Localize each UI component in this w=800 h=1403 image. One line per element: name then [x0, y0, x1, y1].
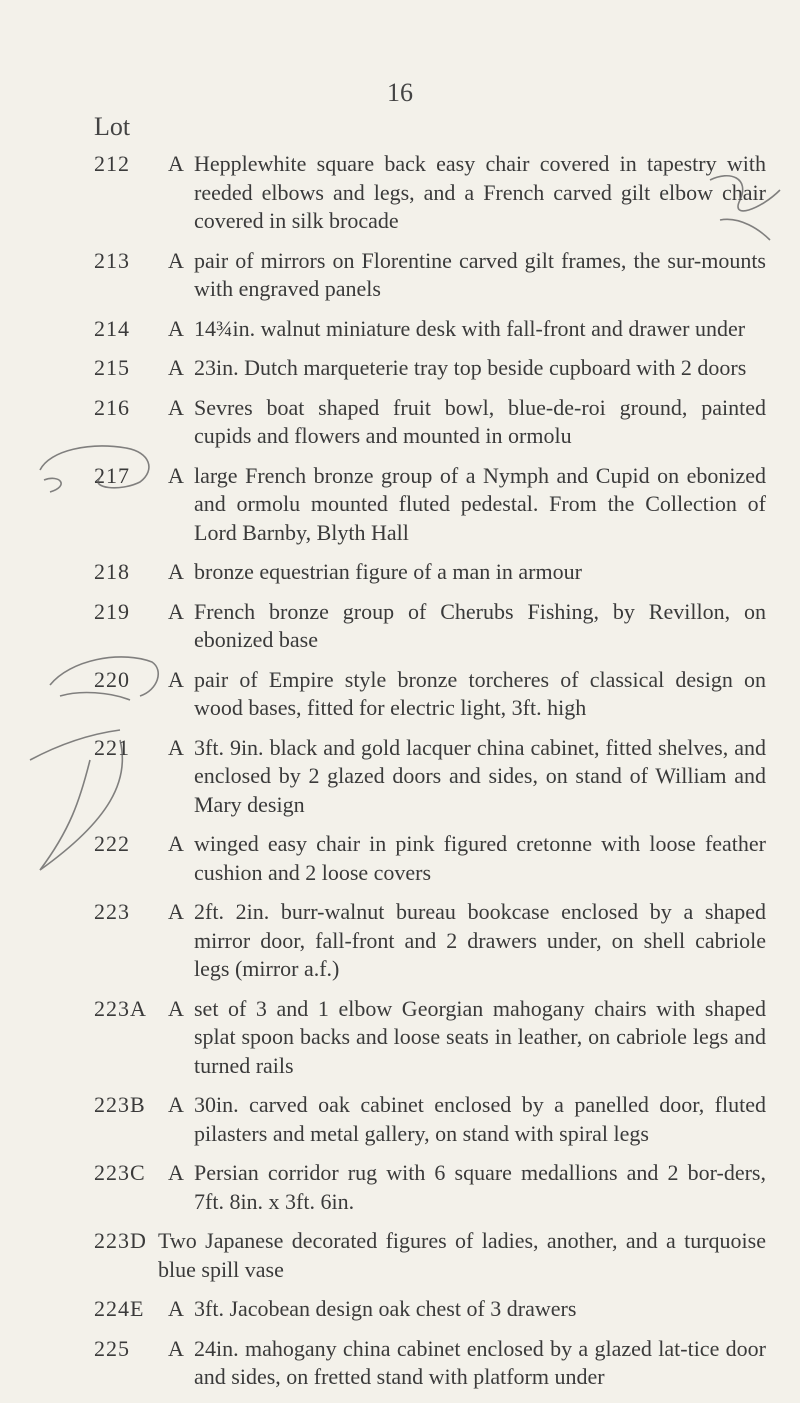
- lot-prefix: A: [168, 1160, 184, 1185]
- lot-description: French bronze group of Cherubs Fishing, by Revillon, on ebonized base: [194, 598, 766, 652]
- lot-entry: [0, 354, 800, 383]
- pencil-circle-mark: [30, 430, 160, 500]
- lot-description: 23in. Dutch marqueterie tray top beside cupboard with 2 doors: [194, 355, 747, 380]
- lot-description: large French bronze group of a Nymph and Cupid on ebonized and ormolu mounted fluted pedestal. From the Collection of Lord Barnby, Blyth Hall: [194, 462, 766, 545]
- lot-number: 223B: [94, 1092, 146, 1117]
- lot-number: 223A: [94, 995, 147, 1021]
- lot-description: 24in. mahogany china cabinet enclosed by a glazed lat-tice door and sides, on fretted stand with platform under: [194, 1335, 766, 1389]
- lot-number: 218: [94, 559, 130, 584]
- lot-number: 225: [94, 1335, 130, 1361]
- lot-prefix: A: [168, 151, 184, 176]
- pencil-circle-mark: [40, 640, 170, 710]
- lot-column-heading: Lot: [94, 112, 131, 141]
- lot-entry: [0, 150, 800, 236]
- lot-entry: [0, 1295, 800, 1324]
- lot-entry: [0, 247, 800, 304]
- lot-number: 215: [94, 355, 130, 380]
- lot-entry: [0, 1091, 800, 1148]
- lot-prefix: A: [168, 995, 184, 1021]
- lot-number: 220: [94, 666, 130, 692]
- lot-description: 3ft. 9in. black and gold lacquer china cabinet, fitted shelves, and enclosed by 2 glazed doors and sides, on stand of William and Mary design: [194, 734, 766, 817]
- lot-number: 221: [94, 734, 130, 760]
- lot-entry: [0, 315, 800, 344]
- lot-prefix: A: [168, 247, 184, 273]
- lot-description: winged easy chair in pink figured cretonne with loose feather cushion and 2 loose covers: [194, 831, 766, 885]
- lot-prefix: A: [168, 734, 184, 760]
- lot-description: 2ft. 2in. burr-walnut bureau bookcase enclosed by a shaped mirror door, fall-front and 2 drawers under, on shell cabriole legs (mirror a.f.): [194, 899, 766, 981]
- lot-number: 223D: [94, 1228, 147, 1253]
- lot-number: 224E: [94, 1296, 145, 1321]
- lot-entry: [0, 1335, 800, 1392]
- lot-description: 14¾in. walnut miniature desk with fall-front and drawer under: [194, 315, 746, 341]
- lot-entry: [0, 558, 800, 587]
- page-number: 16: [387, 78, 413, 107]
- lot-description: bronze equestrian figure of a man in armour: [194, 559, 582, 584]
- lot-description: Hepplewhite square back easy chair covered in tapestry with reeded elbows and legs, and a French carved gilt elbow chair covered in silk brocade: [194, 151, 766, 233]
- lot-description: pair of mirrors on Florentine carved gilt frames, the sur-mounts with engraved panels: [194, 247, 766, 301]
- lot-number: 217: [94, 462, 130, 488]
- lot-entry: [0, 1159, 800, 1216]
- lot-prefix: A: [168, 598, 184, 624]
- lot-entry: [0, 1227, 800, 1284]
- lot-number: 216: [94, 394, 130, 420]
- lot-prefix: A: [168, 462, 184, 488]
- lot-number: 214: [94, 315, 130, 341]
- lot-number: 213: [94, 247, 130, 273]
- lot-description: Sevres boat shaped fruit bowl, blue-de-roi ground, painted cupids and flowers and mounted in ormolu: [194, 394, 766, 448]
- lot-number: 223C: [94, 1160, 146, 1185]
- lot-number: 222: [94, 831, 130, 856]
- pencil-bracket-mark: [20, 720, 130, 880]
- lot-description: set of 3 and 1 elbow Georgian mahogany chairs with shaped splat spoon backs and loose seats in leather, on cabriole legs and turned rails: [194, 995, 766, 1078]
- lot-description: Persian corridor rug with 6 square medallions and 2 bor-ders, 7ft. 8in. x 3ft. 6in.: [194, 1160, 766, 1214]
- lot-prefix: A: [168, 394, 184, 420]
- lot-prefix: A: [168, 1335, 184, 1361]
- lot-prefix: A: [168, 1092, 184, 1117]
- lot-entry: [0, 898, 800, 984]
- lot-description: 3ft. Jacobean design oak chest of 3 drawers: [194, 1296, 577, 1321]
- lot-prefix: A: [168, 355, 184, 380]
- lot-prefix: A: [168, 899, 184, 924]
- lot-prefix: A: [168, 559, 184, 584]
- lot-description: Two Japanese decorated figures of ladies, another, and a turquoise blue spill vase: [158, 1228, 766, 1282]
- lot-entry: [0, 995, 800, 1081]
- lot-prefix: A: [168, 666, 184, 692]
- lot-number: 223: [94, 899, 130, 924]
- lot-prefix: A: [168, 1296, 184, 1321]
- lot-description: pair of Empire style bronze torcheres of classical design on wood bases, fitted for electric light, 3ft. high: [194, 666, 766, 720]
- lot-prefix: A: [168, 831, 184, 856]
- lot-number: 219: [94, 598, 130, 624]
- lot-number: 212: [94, 151, 130, 176]
- pencil-scribble-mark: [700, 140, 790, 250]
- lot-prefix: A: [168, 315, 184, 341]
- lot-description: 30in. carved oak cabinet enclosed by a panelled door, fluted pilasters and metal gallery, on stand with spiral legs: [194, 1092, 766, 1146]
